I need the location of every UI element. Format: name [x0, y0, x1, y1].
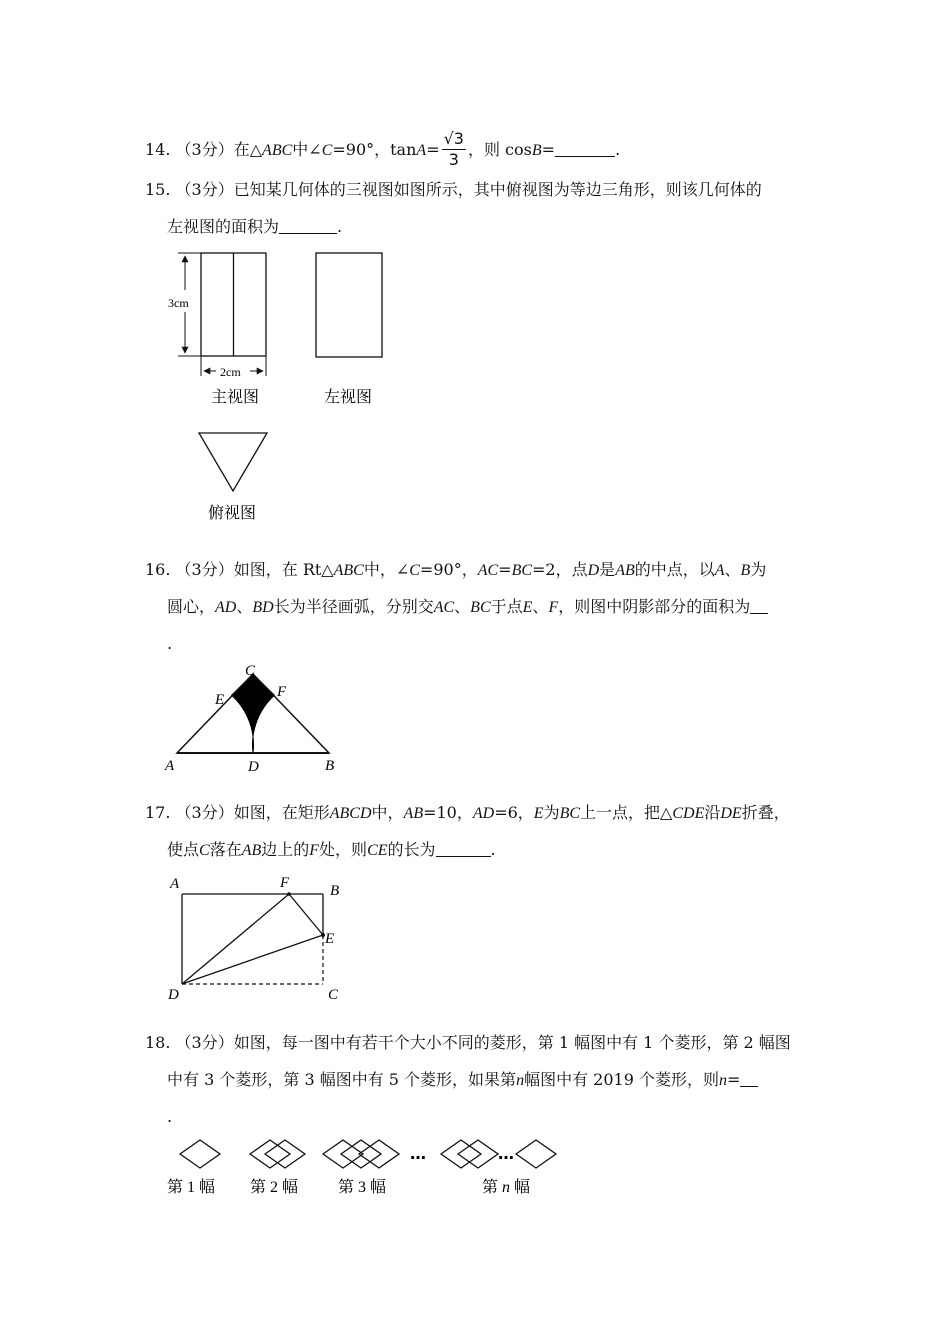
- triangle-arc-figure: [160, 660, 350, 780]
- rhombus: [265, 1140, 305, 1168]
- rhombus: [516, 1140, 556, 1168]
- q17-text: 的长为: [387, 840, 436, 859]
- label-F: F: [277, 684, 287, 700]
- q16-var: AD: [215, 599, 237, 616]
- q17-text: 上一点，把△: [580, 803, 673, 822]
- q14-text: 在△: [233, 140, 263, 159]
- q17-var: C: [199, 842, 210, 859]
- q16-number: 16.: [145, 560, 171, 579]
- q14-var: C: [321, 142, 333, 159]
- q16-text: 是: [599, 560, 616, 579]
- answer-blank[interactable]: [436, 840, 491, 857]
- q16-var: F: [548, 599, 559, 616]
- q17-var: ABCD: [329, 805, 372, 822]
- q16-text: 、: [532, 597, 549, 616]
- shaded-region: [232, 674, 275, 753]
- q16-text: 的中点，以: [634, 560, 715, 579]
- q15-end: .: [337, 217, 343, 236]
- q18-line1: 如图，每一图中有若干个大小不同的菱形，第 1 幅图中有 1 个菱形，第 2 幅图: [233, 1033, 791, 1052]
- label-B: B: [325, 758, 335, 774]
- q17-text: 使点: [167, 840, 200, 859]
- fraction-numerator: √3: [443, 129, 464, 148]
- q16-var: BC: [511, 562, 533, 579]
- q17-var: DE: [720, 805, 742, 822]
- question-18-end: [167, 1107, 172, 1127]
- q16-var: ABC: [333, 562, 364, 579]
- segment-FE: [289, 894, 323, 935]
- caption-1: 第 1 幅: [167, 1177, 216, 1196]
- q17-text: 为: [543, 803, 560, 822]
- q16-score: （3分）: [175, 560, 234, 579]
- q17-text: 边上的: [261, 840, 310, 859]
- q16-var: AC: [433, 599, 455, 616]
- label-A: A: [170, 876, 180, 892]
- q16-var: D: [587, 562, 600, 579]
- q18-text: 中有 3 个菱形，第 3 幅图中有 5 个菱形，如果第: [167, 1070, 517, 1089]
- label-C: C: [245, 663, 256, 679]
- q18-var: n: [718, 1072, 727, 1089]
- q16-var: BD: [252, 599, 274, 616]
- label-F: F: [280, 875, 290, 891]
- q17-text: 处，则: [319, 840, 368, 859]
- top-view-triangle: [199, 433, 267, 491]
- label-D: D: [168, 987, 179, 1003]
- q18-var: n: [516, 1072, 525, 1089]
- q17-text: 落在: [209, 840, 242, 859]
- q17-text: =10，: [423, 803, 473, 822]
- question-15-line2: [167, 217, 342, 237]
- q14-var: B: [531, 142, 542, 159]
- question-16-end: [167, 634, 172, 654]
- three-view-figure: [160, 248, 400, 528]
- q15-line1: 已知某几何体的三视图如图所示，其中俯视图为等边三角形，则该几何体的: [233, 180, 762, 199]
- q16-text: 、: [236, 597, 253, 616]
- q14-text: =: [541, 140, 556, 159]
- caption-3: 第 3 幅: [338, 1177, 387, 1196]
- q16-text: =: [498, 560, 512, 579]
- rhombus: [180, 1140, 220, 1168]
- q16-text: 圆心，: [167, 597, 216, 616]
- top-view-caption: 俯视图: [208, 503, 257, 522]
- q17-var: E: [533, 805, 544, 822]
- q14-text: 中∠: [292, 140, 322, 159]
- q17-text: 如图，在矩形: [233, 803, 330, 822]
- q18-text: =: [726, 1070, 741, 1089]
- q14-var: ABC: [262, 142, 293, 159]
- caption-2: 第 2 幅: [250, 1177, 299, 1196]
- q15-number: 15.: [145, 180, 171, 199]
- question-15: [145, 180, 762, 200]
- q16-text: 于点: [490, 597, 523, 616]
- question-16: [145, 560, 766, 581]
- rhombus: [359, 1140, 399, 1168]
- q17-number: 17.: [145, 803, 171, 822]
- segment-DF: [182, 894, 289, 984]
- q16-text: ，则图中阴影部分的面积为: [558, 597, 751, 616]
- q17-var: BC: [559, 805, 581, 822]
- q18-number: 18.: [145, 1033, 171, 1052]
- q16-var: AC: [477, 562, 499, 579]
- q15-score: （3分）: [175, 180, 234, 199]
- label-B: B: [330, 883, 340, 899]
- q16-text: =2，点: [532, 560, 588, 579]
- q17-var: AB: [403, 805, 424, 822]
- q17-var: CDE: [672, 805, 705, 822]
- q14-var: A: [416, 142, 427, 159]
- question-17-line2: [167, 840, 496, 861]
- front-view: [168, 253, 266, 379]
- rectangle-fold-figure: [160, 868, 360, 1008]
- q16-var: A: [714, 562, 725, 579]
- q16-end: .: [167, 634, 173, 653]
- q17-text: 沿: [704, 803, 721, 822]
- width-label: 2cm: [220, 365, 241, 379]
- q14-text: =: [426, 140, 440, 159]
- q17-var: F: [309, 842, 320, 859]
- q16-var: BC: [470, 599, 491, 616]
- caption-n: 第 n 幅: [482, 1177, 531, 1196]
- tan-fraction: [442, 129, 466, 170]
- label-C: C: [328, 987, 339, 1003]
- q14-number: 14.: [145, 140, 171, 159]
- q18-text: 幅图中有 2019 个菱形，则: [524, 1070, 719, 1089]
- question-17: [145, 803, 790, 824]
- q17-end: .: [490, 840, 496, 859]
- front-view-caption: 主视图: [211, 387, 260, 406]
- q17-var: CE: [367, 842, 388, 859]
- label-D: D: [248, 759, 259, 775]
- q14-text: ，则 cos: [467, 140, 532, 159]
- q17-text: 折叠，: [741, 803, 790, 822]
- q16-text: 中，∠: [363, 560, 410, 579]
- rhombus: [458, 1140, 498, 1168]
- rhombus-sequence-figure: [160, 1130, 580, 1200]
- answer-blank[interactable]: [740, 1070, 758, 1087]
- q16-text: 如图，在 Rt△: [233, 560, 334, 579]
- rhombus: [341, 1140, 381, 1168]
- q18-end: .: [167, 1107, 173, 1126]
- fraction-denominator: 3: [448, 150, 459, 169]
- question-18: [145, 1033, 791, 1053]
- q17-var: AB: [241, 842, 262, 859]
- question-18-line2: [167, 1070, 758, 1091]
- q16-text: =90°，: [419, 560, 478, 579]
- side-view-caption: 左视图: [324, 387, 373, 406]
- ellipsis: …: [410, 1144, 426, 1163]
- q16-var: E: [522, 599, 533, 616]
- answer-blank[interactable]: [279, 217, 337, 234]
- label-E: E: [325, 931, 335, 947]
- ellipsis: …: [498, 1144, 514, 1163]
- q16-text: 、: [454, 597, 471, 616]
- question-14: [145, 130, 620, 171]
- rhombus: [441, 1140, 481, 1168]
- question-16-line2: [167, 597, 768, 618]
- height-label: 3cm: [168, 296, 189, 310]
- answer-blank[interactable]: [555, 140, 615, 157]
- q17-text: 中，: [371, 803, 404, 822]
- q17-score: （3分）: [175, 803, 234, 822]
- q16-var: AB: [615, 562, 635, 579]
- q16-text: 为: [750, 560, 767, 579]
- segment-DE: [182, 935, 323, 984]
- answer-blank[interactable]: [750, 597, 768, 614]
- q15-line2-text: 左视图的面积为: [167, 217, 280, 236]
- q17-var: AD: [472, 805, 495, 822]
- q16-var: C: [409, 562, 420, 579]
- side-view: [316, 253, 382, 357]
- label-E: E: [215, 692, 225, 708]
- q16-text: 长为半径画弧，分别交: [273, 597, 434, 616]
- q16-var: B: [740, 562, 751, 579]
- q17-text: =6，: [494, 803, 534, 822]
- rhombus: [323, 1140, 363, 1168]
- q18-score: （3分）: [175, 1033, 234, 1052]
- label-A: A: [165, 758, 175, 774]
- q14-score: （3分）: [175, 140, 234, 159]
- q14-text: .: [615, 140, 621, 159]
- q14-text: =90°，tan: [332, 140, 417, 159]
- rhombus: [250, 1140, 290, 1168]
- q16-text: 、: [724, 560, 741, 579]
